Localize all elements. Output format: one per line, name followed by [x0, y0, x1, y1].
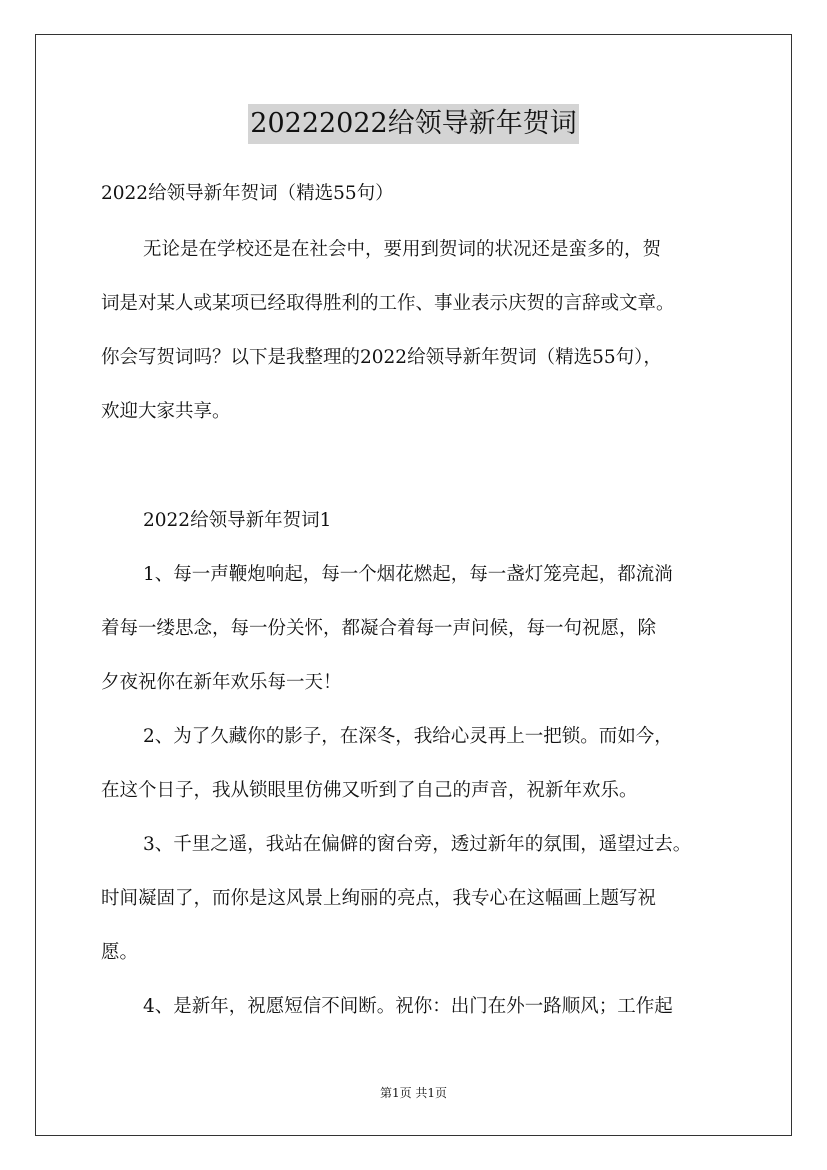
section-heading: 2022给领导新年贺词1 — [143, 510, 332, 531]
paragraph-line: 时间凝固了，而你是这风景上绚丽的亮点，我专心在这幅画上题写祝 — [101, 888, 657, 909]
paragraph-line: 夕夜祝你在新年欢乐每一天！ — [101, 672, 342, 693]
paragraph-line: 3、千里之遥，我站在偏僻的窗台旁，透过新年的氛围，遥望过去。 — [143, 834, 692, 855]
paragraph-line: 着每一缕思念，每一份关怀，都凝合着每一声问候，每一句祝愿，除 — [101, 618, 657, 639]
page-footer: 第1页 共1页 — [379, 1086, 448, 1100]
paragraph-line: 1、每一声鞭炮响起，每一个烟花燃起，每一盏灯笼亮起，都流淌 — [143, 564, 673, 585]
paragraph-line: 在这个日子，我从锁眼里仿佛又听到了自己的声音，祝新年欢乐。 — [101, 780, 638, 801]
paragraph-line: 愿。 — [101, 942, 139, 963]
document-title: 20222022给领导新年贺词 — [248, 104, 578, 144]
paragraph-line: 你会写贺词吗？以下是我整理的2022给领导新年贺词（精选55句）， — [101, 347, 662, 368]
paragraph-line: 词是对某人或某项已经取得胜利的工作、事业表示庆贺的言辞或文章。 — [101, 293, 675, 314]
title-block — [0, 104, 827, 144]
subtitle-line: 2022给领导新年贺词（精选55句） — [101, 183, 394, 204]
paragraph-line: 2、为了久藏你的影子，在深冬，我给心灵再上一把锁。而如今， — [143, 726, 673, 747]
paragraph-line: 无论是在学校还是在社会中，要用到贺词的状况还是蛮多的，贺 — [143, 239, 662, 260]
paragraph-line: 欢迎大家共享。 — [101, 401, 231, 422]
paragraph-line: 4、是新年，祝愿短信不间断。祝你：出门在外一路顺风；工作起 — [143, 996, 673, 1017]
